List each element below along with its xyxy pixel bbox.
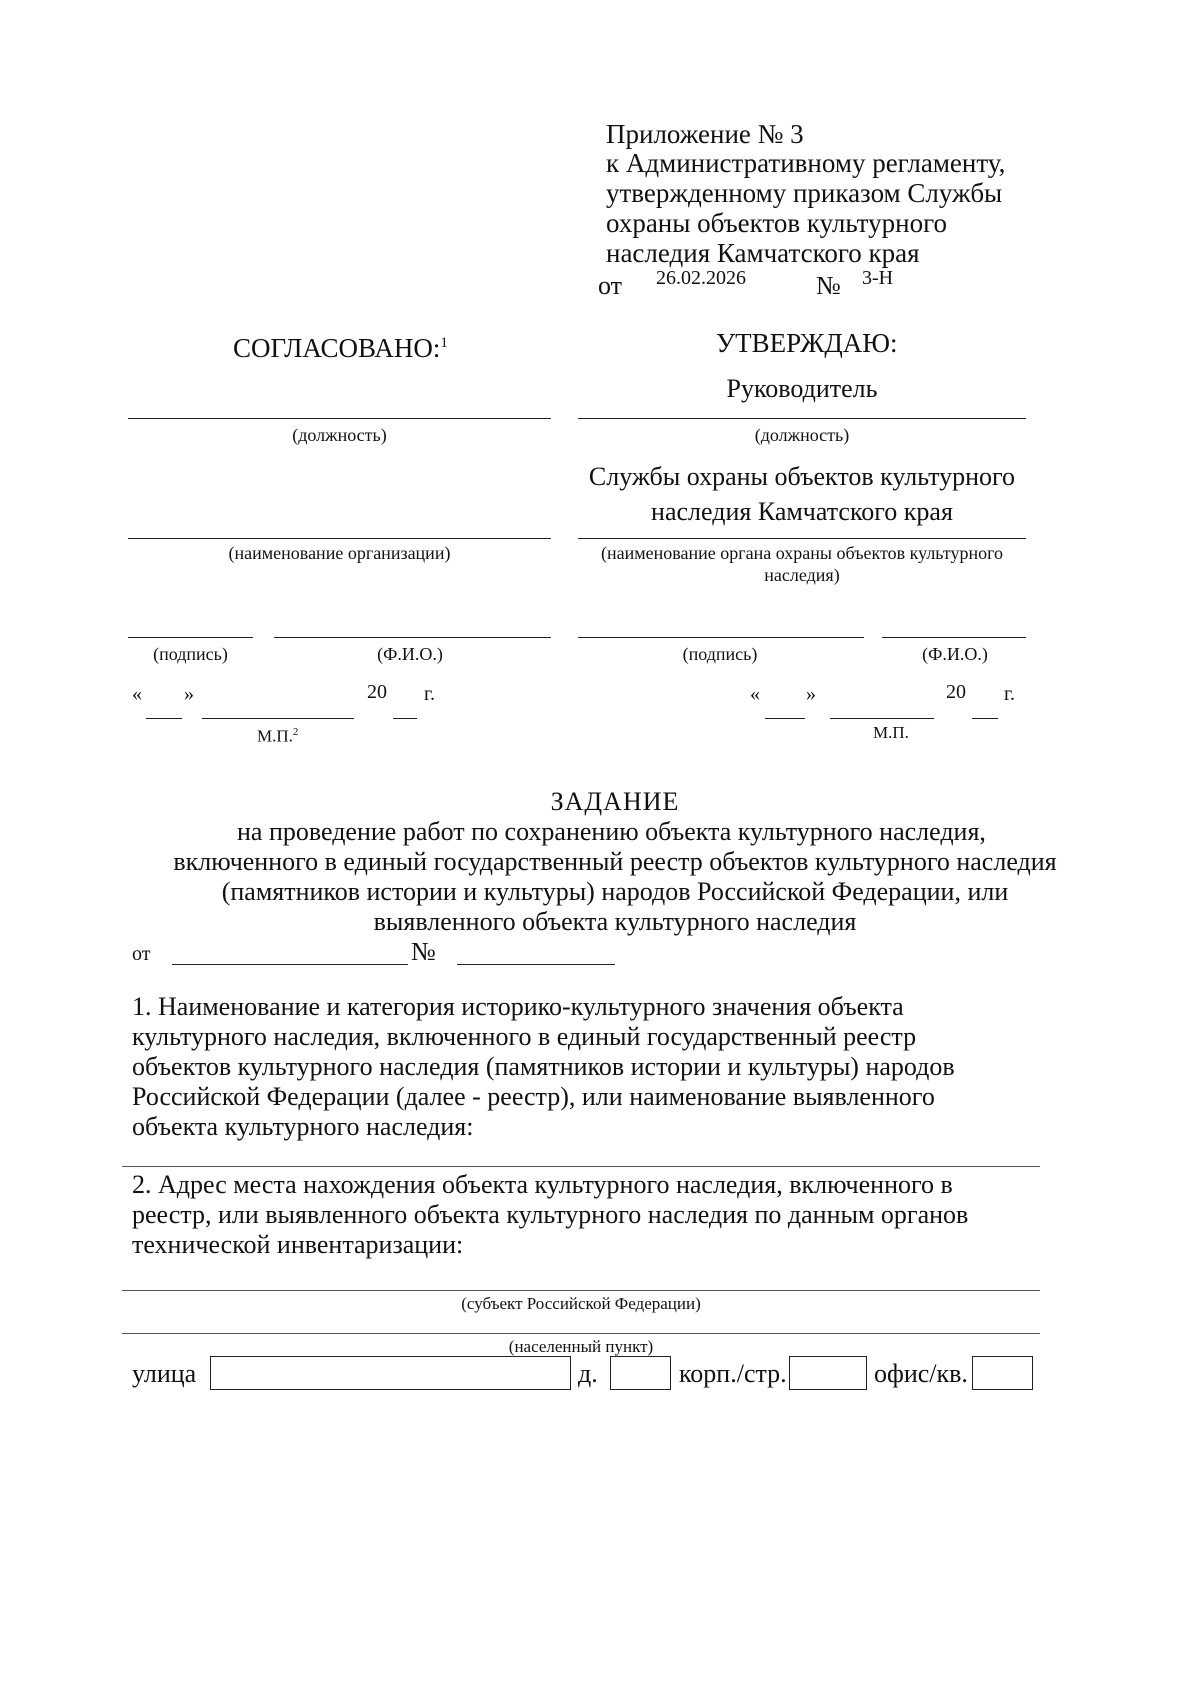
task-number-label: № [411, 937, 436, 966]
approved-title: УТВЕРЖДАЮ: [716, 328, 898, 358]
agreed-year-line[interactable] [393, 718, 417, 719]
agreed-year-prefix: 20 [367, 681, 387, 703]
agreed-quote-open: « [132, 683, 142, 705]
section-1-answer-line[interactable] [122, 1166, 1040, 1167]
task-number-line[interactable] [457, 964, 615, 965]
appendix-line-1: Приложение № 3 [606, 119, 804, 149]
agreed-footnote: 1 [440, 335, 448, 351]
approved-signature-caption: (подпись) [682, 644, 758, 664]
agreed-stamp-footnote: 2 [292, 726, 299, 738]
appendix-number-label: № [816, 271, 841, 300]
approved-month-line[interactable] [830, 718, 934, 719]
appendix-line-5: наследия Камчатского края [606, 238, 920, 268]
agreed-day-line[interactable] [146, 718, 182, 719]
house-field[interactable] [610, 1356, 671, 1390]
locality-caption: (населенный пункт) [508, 1337, 654, 1356]
approved-day-line[interactable] [765, 718, 805, 719]
office-field[interactable] [972, 1356, 1033, 1390]
approved-position-caption: (должность) [754, 425, 850, 445]
appendix-date: 26.02.2026 [656, 267, 746, 289]
approved-position-value: Руководитель [726, 374, 878, 403]
approved-fio-caption: (Ф.И.О.) [922, 644, 988, 664]
appendix-line-3: утвержденному приказом Службы [606, 178, 1003, 208]
agreed-month-line[interactable] [202, 718, 354, 719]
approved-org-line[interactable] [578, 538, 1026, 539]
agreed-quote-close: » [184, 683, 194, 705]
subject-line[interactable] [122, 1290, 1040, 1291]
house-label: д. [578, 1359, 598, 1388]
agreed-stamp: М.П.$^2$ [257, 726, 299, 746]
office-label: офис/кв. [874, 1359, 968, 1388]
agreed-org-caption: (наименование организации) [228, 543, 451, 563]
building-field[interactable] [789, 1356, 867, 1390]
approved-fio-line[interactable] [882, 637, 1026, 638]
approved-stamp: М.П. [873, 723, 909, 742]
locality-line[interactable] [122, 1333, 1040, 1334]
building-label: корп./стр. [679, 1359, 787, 1388]
agreed-position-line[interactable] [128, 418, 551, 419]
appendix-from-label: от [598, 271, 623, 300]
approved-year-prefix: 20 [946, 681, 966, 703]
appendix-number: 3-Н [862, 267, 894, 289]
agreed-signature-line[interactable] [128, 637, 253, 638]
street-field[interactable] [210, 1356, 571, 1390]
section-2-text: 2. Адрес места нахождения объекта культурного наследия, включенного в реестр, или выявленного объекта культурного наследия по данным органов технической инвентаризации: [132, 1170, 969, 1259]
approved-position-line[interactable] [578, 418, 1026, 419]
approved-signature-line[interactable] [578, 637, 864, 638]
agreed-title: СОГЛАСОВАНО:$^1$ [233, 333, 448, 363]
approved-org-caption: (наименование органа охраны объектов культурного наследия) [600, 543, 1004, 585]
agreed-position-caption: (должность) [292, 425, 387, 445]
task-date-line[interactable] [172, 964, 408, 965]
task-line-2: включенного в единый государственный реестр объектов культурного наследия [173, 847, 1057, 876]
street-label: улица [132, 1359, 197, 1388]
approved-quote-open: « [750, 683, 760, 705]
subject-caption: (субъект Российской Федерации) [461, 1294, 701, 1313]
agreed-fio-line[interactable] [274, 637, 551, 638]
approved-org-value: Службы охраны объектов культурного наследия Камчатского края [588, 462, 1016, 526]
task-line-4: выявленного объекта культурного наследия [373, 907, 857, 936]
task-title: ЗАДАНИЕ [550, 787, 680, 816]
approved-quote-close: » [806, 683, 816, 705]
agreed-signature-caption: (подпись) [153, 644, 228, 664]
task-line-3: (памятников истории и культуры) народов Российской Федерации, или [221, 877, 1009, 906]
section-1-text: 1. Наименование и категория историко-культурного значения объекта культурного наследия, включенного в единый государственный реестр объектов культурного наследия (памятников истории и культуры) народов Российской Федерации (далее - реестр), или наименование выявленного объекта культурного наследия: [132, 992, 955, 1141]
task-from-label: от [132, 943, 151, 965]
agreed-org-line[interactable] [128, 538, 551, 539]
appendix-line-4: охраны объектов культурного [606, 208, 947, 238]
agreed-fio-caption: (Ф.И.О.) [377, 644, 443, 664]
agreed-year-suffix: г. [424, 683, 435, 705]
approved-year-line[interactable] [972, 718, 998, 719]
task-line-1: на проведение работ по сохранению объекта культурного наследия, [237, 817, 986, 846]
appendix-line-2: к Административному регламенту, [606, 148, 1006, 178]
approved-year-suffix: г. [1004, 683, 1015, 705]
